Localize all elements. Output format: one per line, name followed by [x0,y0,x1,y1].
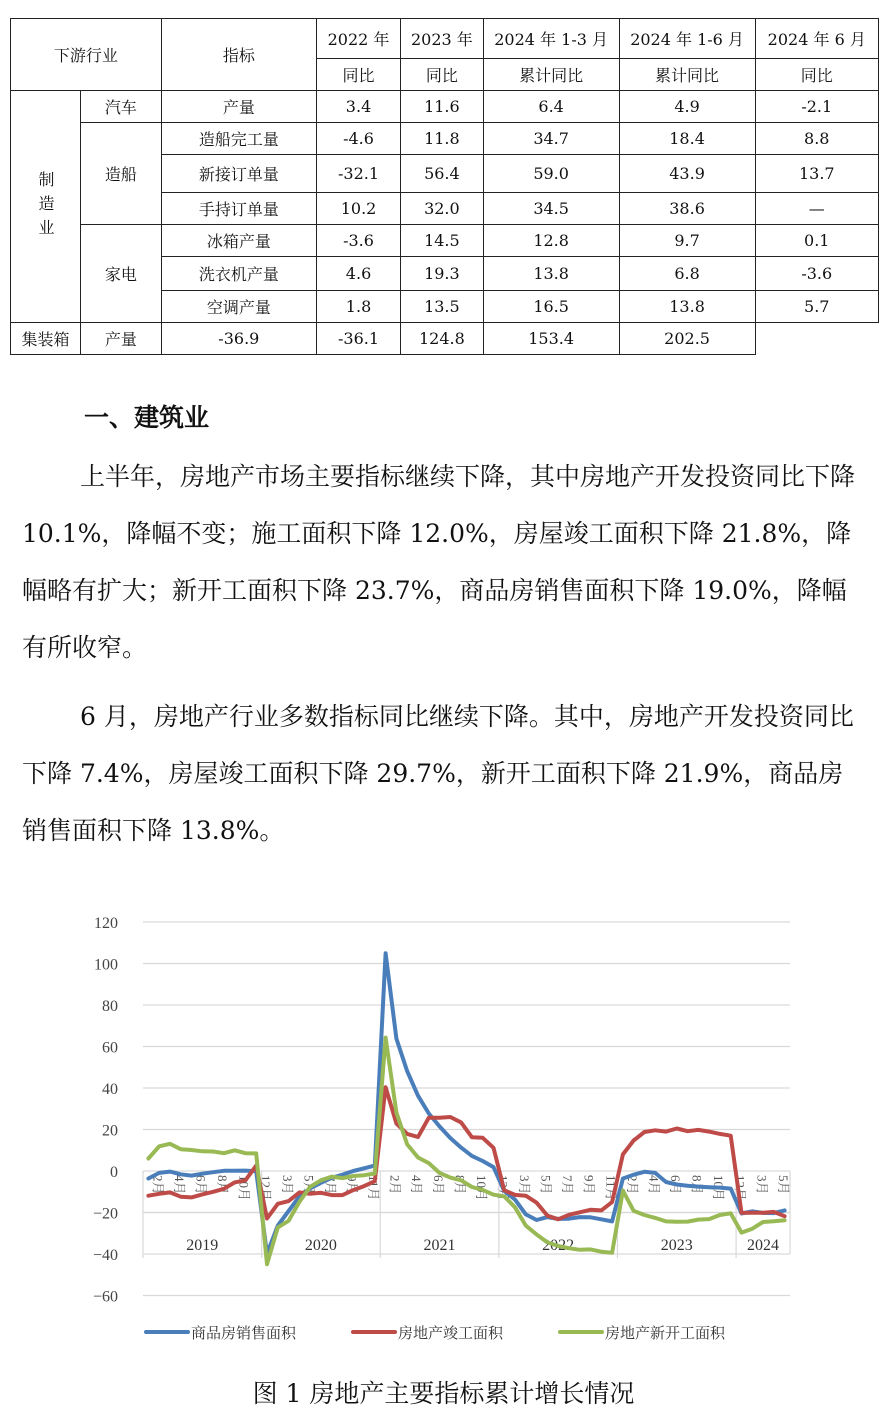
value-cell: -3.6 [755,257,878,291]
value-cell: 16.5 [483,291,619,323]
value-cell: 4.6 [316,257,400,291]
x-month-label: 3月 [754,1175,770,1195]
value-cell: 14.5 [401,225,484,257]
x-month-label: 2月 [150,1175,166,1195]
value-cell: -4.6 [316,123,400,155]
x-month-label: 4月 [646,1175,662,1195]
y-tick-label: 120 [94,915,118,932]
x-year-label: 2023 [660,1237,693,1254]
category-cell: 汽车 [81,91,162,123]
paragraph-june [22,688,867,859]
x-month-label: 7月 [322,1175,338,1195]
x-month-label: 5月 [538,1175,554,1195]
legend-label: 商品房销售面积 [191,1324,297,1342]
x-month-label: 8月 [215,1175,231,1195]
x-month-label: 12月 [495,1175,511,1202]
industry-data-table [10,18,879,355]
value-cell: 1.8 [316,291,400,323]
x-year-label: 2019 [186,1237,219,1254]
value-cell: 13.8 [619,291,755,323]
value-cell: 11.8 [401,123,484,155]
line-chart [0,900,887,1370]
group-manufacturing: 制造业 [11,91,81,323]
chart-y-axis [93,915,118,1306]
value-cell: 13.7 [755,155,878,193]
y-tick-label: −60 [92,1288,118,1306]
x-month-label: 6月 [430,1175,446,1195]
x-month-label: 6月 [193,1175,209,1195]
header-sub-2024jun: 同比 [755,59,878,91]
value-cell: 13.5 [401,291,484,323]
table-row [11,91,879,123]
x-month-label: 12月 [732,1175,748,1202]
indicator-cell: 造船完工量 [161,123,316,155]
x-month-label: 10月 [711,1175,727,1202]
value-cell: -3.6 [316,225,400,257]
value-cell: 56.4 [401,155,484,193]
value-cell: 19.3 [401,257,484,291]
header-indicator: 指标 [161,19,316,91]
y-tick-label: −40 [92,1247,118,1264]
indicator-cell: 冰箱产量 [161,225,316,257]
x-month-label: 2月 [387,1175,403,1195]
category-cell: 集装箱 [11,323,81,355]
value-cell: 0.1 [755,225,878,257]
x-month-label: 11月 [366,1175,382,1201]
header-sub-2022: 同比 [316,59,400,91]
chart-series [148,953,784,1264]
y-tick-label: 100 [94,956,118,974]
header-sub-2023: 同比 [401,59,484,91]
x-month-label: 10月 [473,1175,489,1202]
value-cell: -36.9 [161,323,316,355]
header-period-2022: 2022 年 [316,19,400,59]
x-month-label: 5月 [301,1175,317,1195]
value-cell: 124.8 [401,323,484,355]
value-cell: 9.7 [619,225,755,257]
category-cell: 家电 [81,225,162,323]
value-cell: -32.1 [316,155,400,193]
value-cell: 38.6 [619,193,755,225]
x-year-label: 2022 [542,1237,575,1254]
x-month-label: 9月 [344,1175,360,1195]
value-cell: 153.4 [483,323,619,355]
header-period-2024q1: 2024 年 1-3 月 [483,19,619,59]
x-month-label: 3月 [517,1175,533,1195]
x-month-label: 11月 [603,1175,619,1201]
value-cell: 202.5 [619,323,755,355]
paragraph-text: 6 月，房地产行业多数指标同比继续下降。其中，房地产开发投资同比下降 7.4%，房屋竣工面积下降 29.7%，新开工面积下降 21.9%，商品房销售面积下降 13.8%。 [22,702,854,845]
x-month-label: 9月 [581,1175,597,1195]
indicator-cell: 手持订单量 [161,193,316,225]
value-cell: 11.6 [401,91,484,123]
x-month-label: 8月 [689,1175,705,1195]
series-line [148,953,784,1254]
x-month-label: 10月 [236,1175,252,1202]
chart-gridlines [143,922,790,1296]
indicator-cell: 新接订单量 [161,155,316,193]
paragraph-text: 上半年，房地产市场主要指标继续下降，其中房地产开发投资同比下降 10.1%，降幅不变；施工面积下降 12.0%，房屋竣工面积下降 21.8%，降幅略有扩大；新开工面积下降 23.7%，商品房销售面积下降 19.0%，降幅有所收窄。 [22,462,856,662]
value-cell: 5.7 [755,291,878,323]
chart-legend [146,1324,726,1342]
table-row [11,225,879,257]
header-industry: 下游行业 [11,19,162,91]
x-year-label: 2021 [423,1237,456,1254]
value-cell: -2.1 [755,91,878,123]
value-cell: 13.8 [483,257,619,291]
x-month-label: 2月 [624,1175,640,1195]
header-period-2024jun: 2024 年 6 月 [755,19,878,59]
value-cell: — [755,193,878,225]
x-month-label: 7月 [560,1175,576,1195]
value-cell: 18.4 [619,123,755,155]
section-heading: 一、建筑业 [84,403,210,432]
x-month-label: 8月 [452,1175,468,1195]
value-cell: -36.1 [316,323,400,355]
value-cell: 4.9 [619,91,755,123]
value-cell: 43.9 [619,155,755,193]
x-month-label: 4月 [171,1175,187,1195]
x-month-label: 6月 [667,1175,683,1195]
x-year-label: 2024 [747,1237,780,1254]
table-row [11,123,879,155]
indicator-cell: 洗衣机产量 [161,257,316,291]
header-sub-2024q1: 累计同比 [483,59,619,91]
value-cell: 6.4 [483,91,619,123]
y-tick-label: 40 [102,1081,118,1098]
value-cell: 8.8 [755,123,878,155]
indicator-cell: 产量 [161,91,316,123]
legend-label: 房地产竣工面积 [398,1324,504,1342]
category-cell: 造船 [81,123,162,225]
value-cell: 32.0 [401,193,484,225]
y-tick-label: 0 [110,1164,118,1181]
header-period-2024h1: 2024 年 1-6 月 [619,19,755,59]
y-tick-label: 80 [102,998,118,1015]
value-cell: 34.7 [483,123,619,155]
value-cell: 6.8 [619,257,755,291]
y-tick-label: 60 [102,1039,118,1057]
x-month-label: 12月 [258,1175,274,1202]
value-cell: 59.0 [483,155,619,193]
value-cell: 10.2 [316,193,400,225]
paragraph-first-half [22,448,867,676]
legend-label: 房地产新开工面积 [605,1324,726,1342]
y-tick-label: 20 [102,1122,118,1140]
value-cell: 3.4 [316,91,400,123]
x-month-label: 4月 [409,1175,425,1195]
header-period-2023: 2023 年 [401,19,484,59]
header-sub-2024h1: 累计同比 [619,59,755,91]
indicator-cell: 产量 [81,323,162,355]
value-cell: 34.5 [483,193,619,225]
table-row [11,323,879,355]
y-tick-label: −20 [92,1205,118,1223]
figure-caption: 图 1 房地产主要指标累计增长情况 [252,1379,635,1408]
x-month-label: 5月 [775,1175,791,1195]
value-cell: 12.8 [483,225,619,257]
indicator-cell: 空调产量 [161,291,316,323]
x-year-label: 2020 [304,1237,337,1254]
x-month-label: 3月 [279,1175,295,1195]
